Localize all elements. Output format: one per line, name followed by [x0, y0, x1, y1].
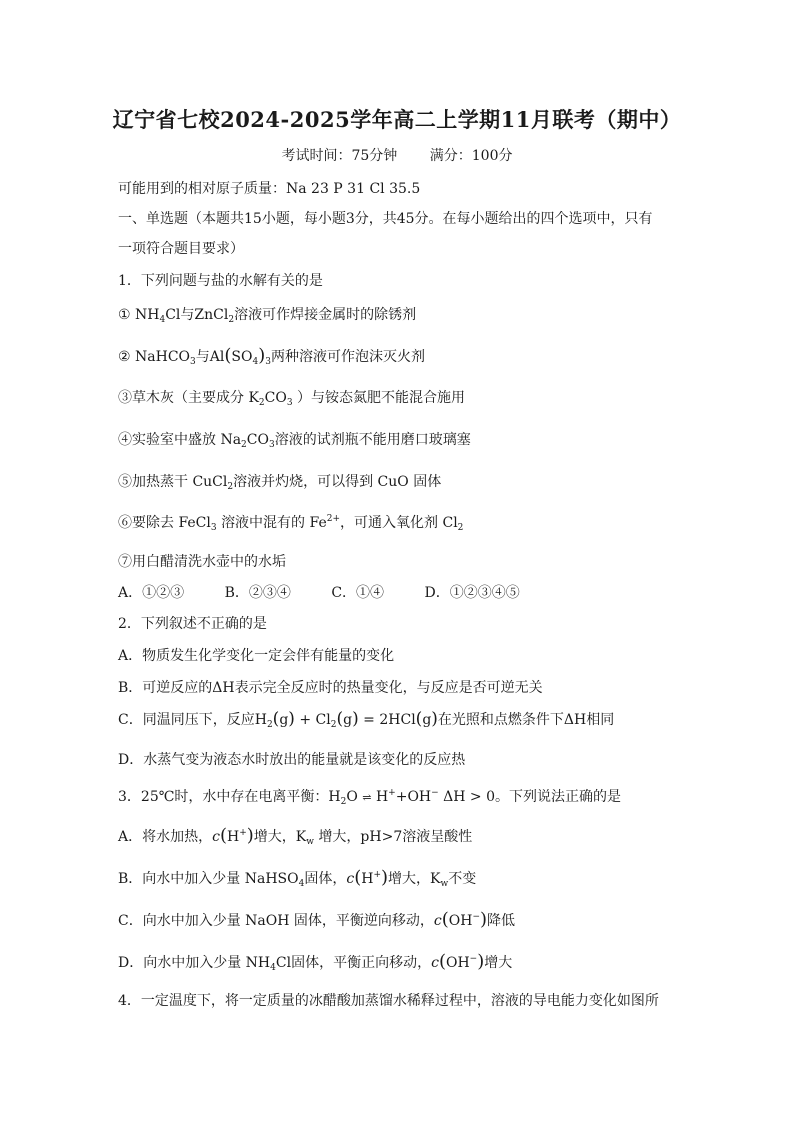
q1-option-a[interactable]: A．①②③	[118, 585, 185, 601]
q2-option-d[interactable]: D．水蒸气变为液态水时放出的能量就是该变化的反应热	[118, 752, 466, 768]
q1-statement-7: ⑦用白醋清洗水壶中的水垢	[118, 554, 286, 570]
q1-statement-5: ⑤加热蒸干 CuCl$_2$溶液并灼烧，可以得到 CuO 固体	[118, 474, 442, 492]
q2-stem: 2．下列叙述不正确的是	[118, 616, 267, 632]
q2-option-c[interactable]: C．同温同压下，反应$H_2(g) + Cl_2(g) = 2HCl(g)$在光照和点燃条件下ΔH相同	[118, 709, 615, 730]
q3-option-b[interactable]: B．向水中加入少量 NaHSO$_4$固体，c(H+)增大，$K_w$不变	[118, 867, 477, 889]
q3-option-d[interactable]: D．向水中加入少量 $NH_4Cl$固体，平衡正向移动，c(OH−)增大	[118, 951, 513, 973]
q1-options	[118, 582, 678, 602]
q1-option-d[interactable]: D．①②③④⑤	[424, 585, 520, 601]
q1-option-c[interactable]: C．①④	[331, 585, 385, 601]
section-heading-line2: 一项符合题目要求）	[118, 241, 244, 257]
q1-statement-2: ② NaHCO$_3$与$Al(SO_4)_3$两种溶液可作泡沫灭火剂	[118, 345, 425, 367]
q1-statement-3: ③草木灰（主要成分 $K_2CO_3$ ）与铵态氮肥不能混合施用	[118, 390, 466, 408]
exam-time: 考试时间：75分钟	[281, 148, 398, 164]
section-heading-line1: 一、单选题（本题共15小题，每小题3分，共45分。在每小题给出的四个选项中，只有	[118, 211, 653, 227]
exam-title: 辽宁省七校2024-2025学年高二上学期11月联考（期中）	[112, 107, 682, 132]
q2-option-b[interactable]: B．可逆反应的ΔH表示完全反应时的热量变化，与反应是否可逆无关	[118, 680, 543, 696]
q2-option-a[interactable]: A．物质发生化学变化一定会伴有能量的变化	[118, 648, 395, 664]
q1-stem: 1．下列问题与盐的水解有关的是	[118, 273, 323, 289]
atomic-masses: 可能用到的相对原子质量：Na 23 P 31 Cl 35.5	[118, 181, 421, 197]
q1-statement-1: ① $NH_4Cl$与ZnCl$_2$溶液可作焊接金属时的除锈剂	[118, 307, 417, 325]
q4-stem: 4．一定温度下，将一定质量的冰醋酸加蒸馏水稀释过程中，溶液的导电能力变化如图所	[118, 993, 659, 1009]
exam-info	[0, 145, 794, 165]
q1-statement-6: ⑥要除去 FeCl$_3$ 溶液中混有的 $Fe^{2+}$，可通入氧化剂 $Cl_2$	[118, 514, 464, 533]
q1-statement-4: ④实验室中盛放 $Na_2CO_3$溶液的试剂瓶不能用磨口玻璃塞	[118, 432, 471, 450]
q3-stem: 3．25℃时，水中存在电离平衡：$H_2O$ ⇌ H++OH− ΔH > 0。下列说法正确的是	[118, 788, 621, 807]
q3-option-a[interactable]: A．将水加热，c(H+)增大，$K_w$ 增大，pH>7溶液呈酸性	[118, 825, 473, 847]
full-score: 满分：100分	[429, 148, 513, 164]
q3-option-c[interactable]: C．向水中加入少量 NaOH 固体，平衡逆向移动，c(OH−)降低	[118, 909, 516, 930]
q1-option-b[interactable]: B．②③④	[224, 585, 291, 601]
